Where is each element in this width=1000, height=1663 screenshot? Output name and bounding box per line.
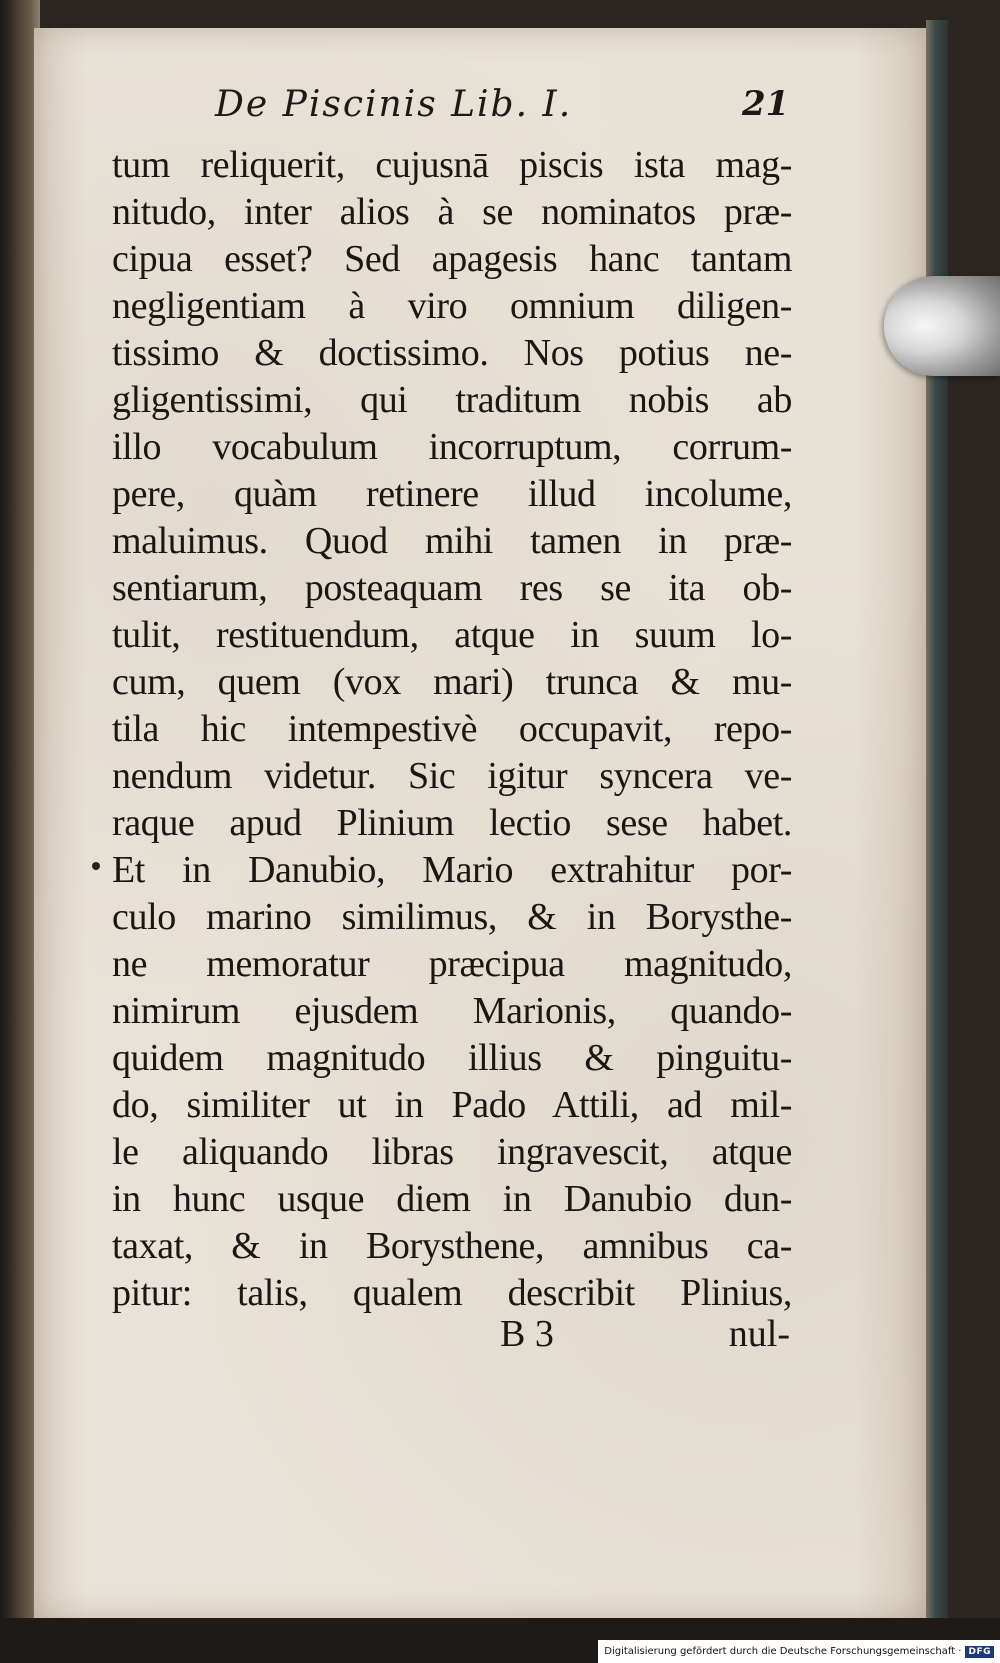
text-line: nitudo, inter alios à se nominatos præ- bbox=[112, 191, 792, 233]
text-line: Et in Danubio, Mario extrahitur por- bbox=[112, 849, 792, 891]
book-edge bbox=[926, 20, 948, 1620]
text-line: nendum videtur. Sic igitur syncera ve- bbox=[112, 755, 792, 797]
footer-bar bbox=[598, 1640, 1000, 1663]
dfg-logo: DFG bbox=[965, 1646, 994, 1658]
text-line: ne memoratur præcipua magnitudo, bbox=[112, 943, 792, 985]
footer-credit: Digitalisierung gefördert durch die Deutsche Forschungsgemeinschaft · bbox=[604, 1646, 962, 1657]
text-line: cipua esset? Sed apagesis hanc tantam bbox=[112, 238, 792, 280]
text-line: taxat, & in Borysthene, amnibus ca- bbox=[112, 1225, 792, 1267]
page-tab-marker bbox=[884, 276, 1000, 376]
text-line: raque apud Plinium lectio sese habet. bbox=[112, 802, 792, 844]
text-line: pitur: talis, qualem describit Plinius, bbox=[112, 1272, 792, 1314]
text-line: gligentissimi, qui traditum nobis ab bbox=[112, 379, 792, 421]
catchword: nul- bbox=[728, 1313, 790, 1355]
text-line: negligentiam à viro omnium diligen- bbox=[112, 285, 792, 327]
margin-mark bbox=[92, 862, 100, 870]
text-line: nimirum ejusdem Marionis, quando- bbox=[112, 990, 792, 1032]
text-line: quidem magnitudo illius & pinguitu- bbox=[112, 1037, 792, 1079]
text-line: do, similiter ut in Pado Attili, ad mil- bbox=[112, 1084, 792, 1126]
text-line: illo vocabulum incorruptum, corrum- bbox=[112, 426, 792, 468]
text-line: le aliquando libras ingravescit, atque bbox=[112, 1131, 792, 1173]
signature-mark: B 3 bbox=[500, 1313, 554, 1355]
text-line: pere, quàm retinere illud incolume, bbox=[112, 473, 792, 515]
text-line: culo marino similimus, & in Borysthe- bbox=[112, 896, 792, 938]
text-line: tum reliquerit, cujusnā piscis ista mag- bbox=[112, 144, 792, 186]
text-line: sentiarum, posteaquam res se ita ob- bbox=[112, 567, 792, 609]
text-line: maluimus. Quod mihi tamen in præ- bbox=[112, 520, 792, 562]
page-number: 21 bbox=[742, 84, 790, 124]
text-line: tila hic intempestivè occupavit, repo- bbox=[112, 708, 792, 750]
text-line: in hunc usque diem in Danubio dun- bbox=[112, 1178, 792, 1220]
text-line: tulit, restituendum, atque in suum lo- bbox=[112, 614, 792, 656]
running-head: De Piscinis Lib. I. bbox=[215, 84, 573, 125]
text-line: tissimo & doctissimo. Nos potius ne- bbox=[112, 332, 792, 374]
catchline bbox=[112, 1312, 792, 1362]
body-text bbox=[112, 142, 792, 1317]
text-line: cum, quem (vox mari) trunca & mu- bbox=[112, 661, 792, 703]
